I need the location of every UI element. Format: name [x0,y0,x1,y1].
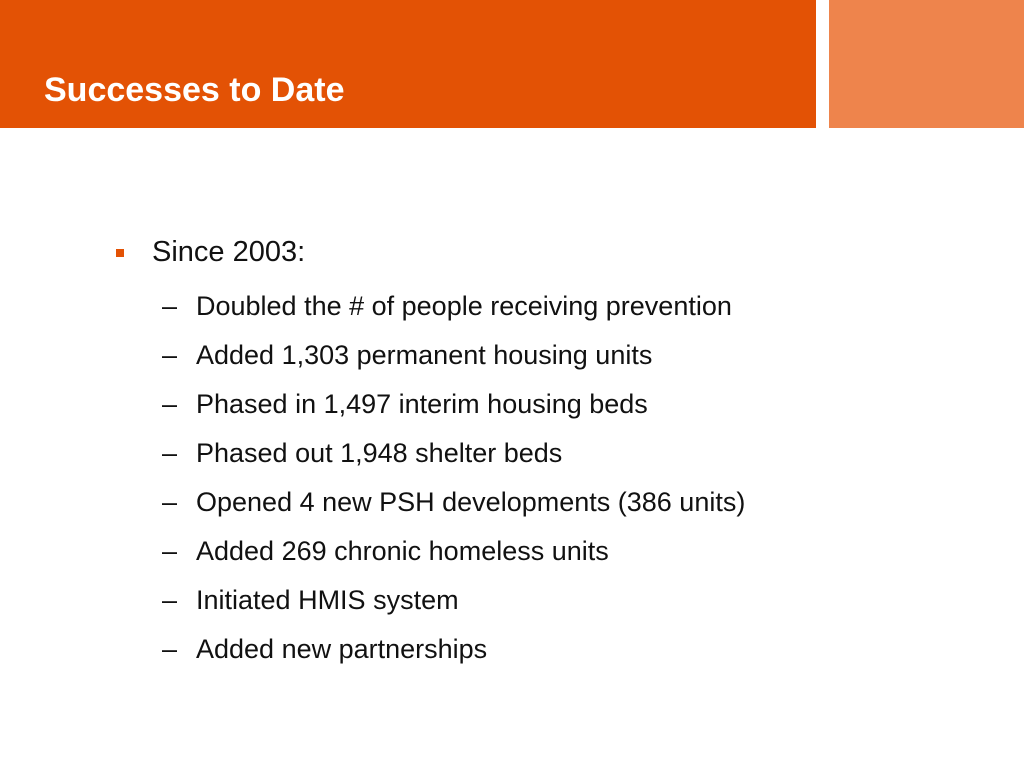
sub-bullet-item [162,625,745,674]
sub-bullet-item [162,527,745,576]
dash-bullet-icon: – [162,536,178,566]
sub-bullet-text: Added 1,303 permanent housing units [196,340,653,370]
dash-bullet-icon: – [162,389,178,419]
bullet-level-1-text: Since 2003: [152,235,306,268]
sub-bullet-list [114,282,745,674]
sub-bullet-item [162,429,745,478]
sub-bullet-text: Phased in 1,497 interim housing beds [196,389,648,419]
dash-bullet-icon: – [162,585,178,615]
header-accent-block [829,0,1024,128]
slide-content [114,232,745,674]
sub-bullet-text: Added 269 chronic homeless units [196,536,609,566]
sub-bullet-text: Doubled the # of people receiving prevention [196,291,732,321]
sub-bullet-item [162,576,745,625]
dash-bullet-icon: – [162,438,178,468]
dash-bullet-icon: – [162,487,178,517]
sub-bullet-text: Phased out 1,948 shelter beds [196,438,563,468]
bullet-level-1 [114,232,745,272]
dash-bullet-icon: – [162,291,178,321]
slide-title: Successes to Date [44,71,345,109]
dash-bullet-icon: – [162,340,178,370]
sub-bullet-text: Initiated HMIS system [196,585,459,615]
sub-bullet-item [162,380,745,429]
sub-bullet-item [162,282,745,331]
sub-bullet-item [162,331,745,380]
dash-bullet-icon: – [162,634,178,664]
sub-bullet-item [162,478,745,527]
square-bullet-icon [116,249,124,257]
sub-bullet-text: Opened 4 new PSH developments (386 units) [196,487,746,517]
sub-bullet-text: Added new partnerships [196,634,488,664]
